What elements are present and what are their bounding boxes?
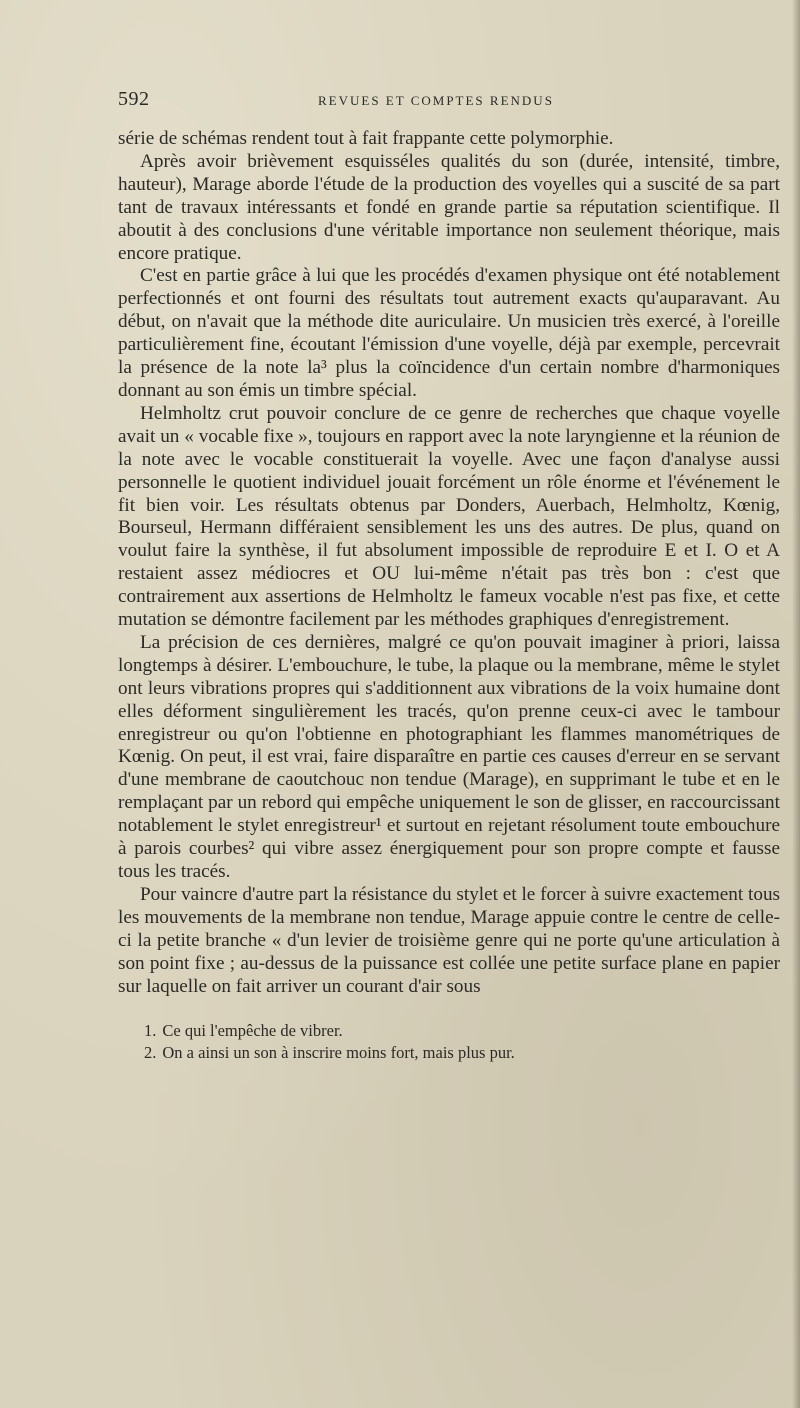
paragraph: C'est en partie grâce à lui que les procédés d'examen physique ont été notablement perfectionnés et ont fourni des résultats tout autrement exacts qu'auparavant. Au début, on n'avait que la méthode dite auriculaire. Un musicien très exercé, à l'oreille particulièrement fine, écoutant l'émission d'une voyelle, déjà par exemple, percevrait la présence de la note la³ plus la coïncidence d'un certain nombre d'harmoniques donnant au son émis un timbre spécial. — [118, 265, 780, 401]
footnote-number: 2. — [144, 1043, 157, 1063]
footnote — [118, 1020, 780, 1042]
running-head — [118, 88, 780, 122]
paragraph-continuation: série de schémas rendent tout à fait frappante cette polymorphie. — [118, 128, 614, 149]
page-number: 592 — [118, 88, 150, 110]
footnote-text: Ce qui l'empêche de vibrer. — [162, 1021, 343, 1041]
paragraph: Après avoir brièvement esquisséles qualités du son (durée, intensité, timbre, hauteur), Marage aborde l'étude de la production des voyelles qui a suscité de sa part tant de travaux intéressants et fondé en grande partie sa réputation scientifique. Il aboutit à des conclusions d'une véritable importance non seulement théorique, mais encore pratique. — [118, 150, 780, 264]
footnote-number: 1. — [144, 1021, 157, 1041]
page — [118, 88, 780, 1064]
body-text — [118, 128, 780, 998]
footnote — [118, 1042, 780, 1064]
footnote-text: On a ainsi un son à inscrire moins fort, mais plus pur. — [162, 1043, 515, 1063]
paragraph: La précision de ces dernières, malgré ce qu'on pouvait imaginer à priori, laissa longtemps à désirer. L'embouchure, le tube, la plaque ou la membrane, même le stylet ont leurs vibrations propres qui s'additionnent aux vibrations de la voix humaine dont elles déforment singulièrement les tracés, qu'on prenne ceux-ci avec le tambour enregistreur ou qu'on l'obtienne en photographiant les flammes manométriques de Kœnig. On peut, il est vrai, faire disparaître en partie ces causes d'erreur en se servant d'une membrane de caoutchouc non tendue (Marage), en supprimant le tube et en le remplaçant par un rebord qui empêche uniquement le son de glisser, en raccourcissant notablement le stylet enregistreur¹ et surtout en rejetant résolument toute embouchure à parois courbes² qui vibre assez énergiquement pour son propre compte et fausse tous les tracés. — [118, 631, 780, 882]
paragraph: Pour vaincre d'autre part la résistance du stylet et le forcer à suivre exactement tous les mouvements de la membrane non tendue, Marage appuie contre le centre de celle-ci la petite branche « d'un levier de troisième genre qui ne porte qu'une articulation à son point fixe ; au-dessus de la puissance est collée une petite surface plane en papier sur laquelle on fait arriver un courant d'air sous — [118, 883, 780, 997]
page-edge-shadow — [792, 0, 800, 1408]
footnotes — [118, 1020, 780, 1064]
paragraph: Helmholtz crut pouvoir conclure de ce genre de recherches que chaque voyelle avait un « vocable fixe », toujours en rapport avec la note laryngienne et la réunion de la note avec le vocable constituerait la voyelle. Avec une façon d'analyse aussi personnelle le quotient individuel jouait forcément un rôle énorme et l'événement le fit bien voir. Les résultats obtenus par Donders, Auerbach, Helmholtz, Kœnig, Bourseul, Hermann différaient sensiblement les uns des autres. De plus, quand on voulut faire la synthèse, il fut absolument impossible de reproduire E et I. O et A restaient assez médiocres et OU lui-même n'était pas très bon : c'est que contrairement aux assertions de Helmholtz le fameux vocable n'est pas fixe, et cette mutation se démontre facilement par les méthodes graphiques d'enregistrement. — [118, 402, 780, 631]
running-title: REVUES ET COMPTES RENDUS — [318, 93, 554, 108]
